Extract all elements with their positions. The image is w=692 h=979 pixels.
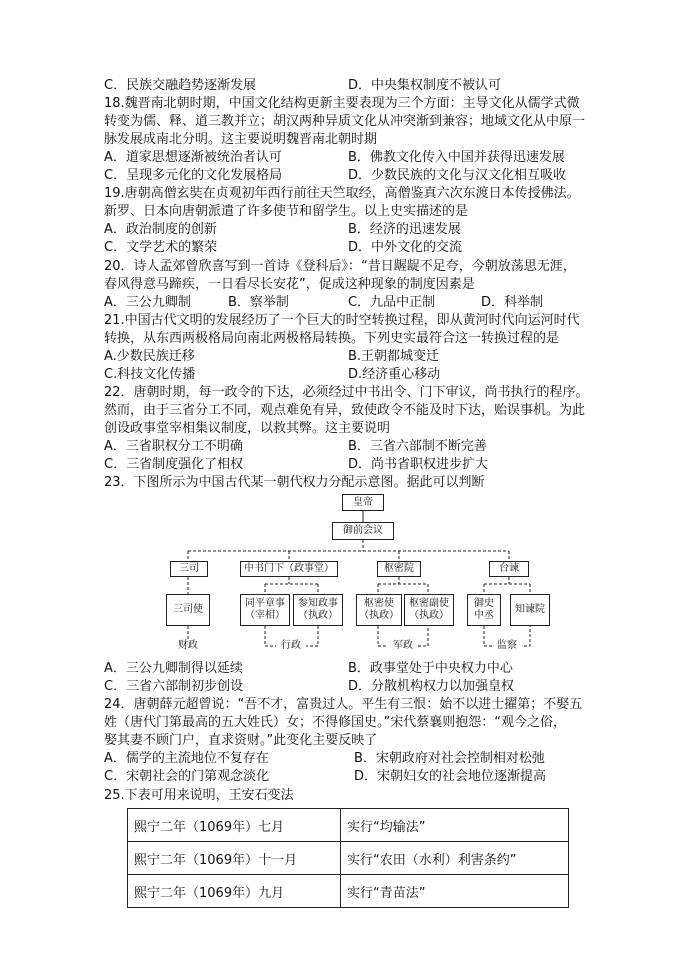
option-c: C．宋朝社会的门第观念淡化 [104, 769, 270, 784]
imperial-council-box: 御前会议 [332, 522, 394, 540]
option-b: B．三省六部制不断完善 [348, 439, 487, 454]
option-b: B．佛教文化传入中国并获得迅速发展 [348, 150, 565, 165]
option-c: C．三省六部制初步创设 [104, 679, 244, 694]
finance-label: 财政 [173, 640, 203, 652]
reform-table [127, 808, 569, 908]
box-line: 枢密副使 [409, 598, 449, 609]
table-row [128, 842, 569, 875]
table-cell-policy: 实行“青苗法” [341, 875, 569, 908]
option-b: B.王朝都城变迁 [348, 349, 440, 364]
question-18-stem: 脉发展成南北分明。这主要说明魏晋南北朝时期 [104, 132, 378, 147]
box-line: （宰相） [245, 610, 285, 621]
option-c: C．三省制度强化了相权 [104, 457, 244, 472]
question-19-stem: 19.唐朝高僧玄奘在贞观初年西行前往天竺取经，高僧鉴真六次东渡日本传授佛法。 [104, 186, 580, 201]
option-a: A．道家思想逐渐被统治者认可 [104, 150, 282, 165]
yushi-zhongcheng-box [467, 594, 501, 626]
box-line: （执政） [409, 610, 449, 621]
option-d: D．分散机构权力以加强皇权 [348, 679, 515, 694]
question-22-stem: 创设政事堂宰相集议制度，以救其弊。这主要说明 [104, 421, 391, 436]
option-b: B．察举制 [228, 295, 289, 310]
table-row [128, 809, 569, 842]
option-a: A．政治制度的创新 [104, 222, 217, 237]
taijian-box: 台谏 [489, 561, 529, 577]
question-25-stem: 25.下表可用来说明，王安石变法 [104, 788, 294, 803]
box-line: 同平章事 [245, 598, 285, 609]
question-21-stem: 转换，从东西两极格局向南北两极格局转换。下列史实最符合这一转换过程的是 [104, 331, 560, 346]
zhongshu-menxia-box: 中书门下（政事堂） [240, 561, 338, 577]
option-d: D．宋朝妇女的社会地位逐渐提高 [354, 769, 547, 784]
option-b: B．宋朝政府对社会控制相对松弛 [354, 751, 545, 766]
table-cell-policy: 实行“农田（水利）利害条约” [341, 842, 569, 875]
table-row [128, 875, 569, 908]
shumiyuan-box: 枢密院 [377, 561, 421, 577]
question-18-stem: 转变为儒、释、道三教并立；胡汉两种异质文化从冲突渐到兼容；地域文化从中原一 [104, 114, 586, 129]
shumishi-box [356, 594, 402, 626]
question-24-stem: 24．唐朝薛元超曾说：“吾不才，富贵过人。平生有三恨：始不以进士擢第；不娶五 [104, 697, 583, 712]
zhijianyuan-box: 知谏院 [510, 594, 550, 626]
option-a: A．三公九卿制 [104, 295, 191, 310]
box-line: （执政） [359, 610, 399, 621]
question-20-stem: 春风得意马蹄疾，一日看尽长安花”，促成这种现象的制度因素是 [104, 277, 475, 292]
question-21-stem: 21.中国古代文明的发展经历了一个巨大的时空转换过程，即从黄河时代向运河时代 [104, 313, 580, 328]
question-24-stem: 姓（唐代门第最高的五大姓氏）女；不得修国史。”宋代蔡襄则抱怨：“观今之俗， [104, 715, 566, 730]
option-a: A．三省职权分工不明确 [104, 439, 243, 454]
box-line: 御史 [474, 598, 494, 609]
option-d: D．中央集权制度不被认可 [348, 78, 502, 93]
option-a: A.少数民族迁移 [104, 349, 195, 364]
box-line: 中丞 [474, 610, 494, 621]
question-23-stem: 23．下图所示为中国古代某一朝代权力分配示意图。据此可以判断 [104, 475, 485, 490]
option-c: C．呈现多元化的文化发展格局 [104, 168, 283, 183]
tongping-zhangshi-box [240, 594, 290, 626]
question-22-stem: 然而，由于三省分工不同，观点难免有异，致使政令不能及时下达，贻误事机。为此 [104, 403, 586, 418]
box-line: （执政） [298, 610, 338, 621]
option-c: C．民族交融趋势逐渐发展 [104, 78, 257, 93]
supervision-label: 监察 [492, 640, 522, 652]
box-line: 参知政事 [298, 598, 338, 609]
question-18-stem: 18.魏晋南北朝时期，中国文化结构更新主要表现为三个方面：主导文化从儒学式微 [104, 96, 580, 111]
shumi-fushi-box [404, 594, 454, 626]
option-c: C．文学艺术的繁荣 [104, 240, 218, 255]
option-b: B．经济的迅速发展 [348, 222, 461, 237]
table-cell-date: 熙宁二年（1069年）七月 [128, 809, 341, 842]
canzhi-zhengshi-box [293, 594, 343, 626]
option-d: D．少数民族的文化与汉文化相互吸收 [348, 168, 567, 183]
question-22-stem: 22．唐朝时期，每一政令的下达，必须经过中书出令、门下审议，尚书执行的程序。 [104, 385, 589, 400]
emperor-box: 皇帝 [342, 494, 384, 511]
option-d: D．尚书省职权进步扩大 [348, 457, 489, 472]
table-cell-date: 熙宁二年（1069年）九月 [128, 875, 341, 908]
option-d: D．中外文化的交流 [348, 240, 463, 255]
option-c: C.科技文化传播 [104, 367, 196, 382]
sansishi-box: 三司使 [166, 594, 210, 626]
question-20-stem: 20．诗人孟郊曾欣喜写到一首诗《登科后》：“昔日龌龊不足夸，今朝放荡思无涯， [104, 259, 576, 274]
question-19-stem: 新罗、日本向唐朝派遣了许多使节和留学生。以上史实描述的是 [104, 204, 469, 219]
administration-label: 行政 [276, 640, 306, 652]
sansi-box: 三司 [170, 561, 208, 577]
option-c: C．九品中正制 [348, 295, 436, 310]
option-a: A．儒学的主流地位不复存在 [104, 751, 269, 766]
question-24-stem: 娶其妻不顾门户，直求资财。”此变化主要反映了 [104, 733, 378, 748]
table-cell-policy: 实行“均输法” [341, 809, 569, 842]
table-cell-date: 熙宁二年（1069年）十一月 [128, 842, 341, 875]
option-a: A．三公九卿制得以延续 [104, 661, 243, 676]
box-line: 枢密使 [364, 598, 394, 609]
option-d: D．科举制 [481, 295, 544, 310]
military-label: 军政 [388, 640, 418, 652]
option-b: B．政事堂处于中央权力中心 [348, 661, 513, 676]
option-d: D.经济重心移动 [348, 367, 441, 382]
